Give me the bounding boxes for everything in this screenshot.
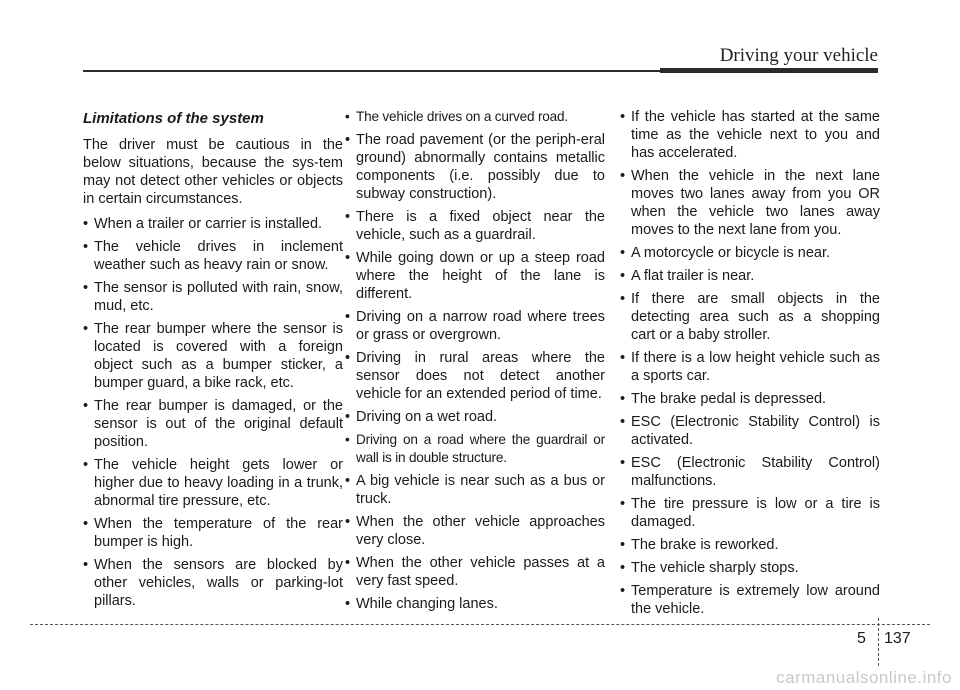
list-item: • The sensor is polluted with rain, snow, mud, etc. <box>83 279 343 315</box>
list-item: • When the vehicle in the next lane moves two lanes away from you OR when the vehicle two lanes away moves to the next lane from you. <box>620 167 880 239</box>
list-item: • The vehicle height gets lower or higher due to heavy loading in a trunk, abnormal tire pressure, etc. <box>83 456 343 510</box>
page-number: 137 <box>884 630 911 647</box>
header-rule <box>83 70 660 72</box>
intro-paragraph: The driver must be cautious in the below situations, because the sys-tem may not detect other vehicles or objects in certain circumstances. <box>83 137 343 207</box>
watermark: carmanualsonline.info <box>776 668 952 687</box>
list-item: • Driving on a narrow road where trees or grass or overgrown. <box>345 308 605 344</box>
list-item: • The vehicle sharply stops. <box>620 559 880 577</box>
list-item: • The vehicle drives on a curved road. <box>345 108 605 126</box>
list-item: • The tire pressure is low or a tire is damaged. <box>620 495 880 531</box>
header-title: Driving your vehicle <box>719 45 878 66</box>
list-item: • If there is a low height vehicle such as a sports car. <box>620 349 880 385</box>
section-number: 5 <box>857 630 866 647</box>
list-item: • When a trailer or carrier is installed. <box>83 215 343 233</box>
list-item: • The brake is reworked. <box>620 536 880 554</box>
list-item: • Driving on a road where the guardrail or wall is in double structure. <box>345 431 605 467</box>
page-number-divider <box>878 618 879 666</box>
list-item: • A flat trailer is near. <box>620 267 880 285</box>
bullet-list-1 <box>83 215 343 610</box>
list-item: • While going down or up a steep road where the height of the lane is different. <box>345 249 605 303</box>
section-title: Limitations of the system <box>83 110 264 127</box>
list-item: • Driving in rural areas where the sensor does not detect another vehicle for an extended period of time. <box>345 349 605 403</box>
list-item: • A motorcycle or bicycle is near. <box>620 244 880 262</box>
column-2 <box>345 110 605 618</box>
list-item: • While changing lanes. <box>345 595 605 613</box>
column-3 <box>620 110 880 623</box>
footer-divider <box>30 624 930 625</box>
list-item: • Temperature is extremely low around the vehicle. <box>620 582 880 618</box>
list-item: • There is a fixed object near the vehicle, such as a guardrail. <box>345 208 605 244</box>
list-item: • ESC (Electronic Stability Control) malfunctions. <box>620 454 880 490</box>
list-item: • When the other vehicle approaches very close. <box>345 513 605 549</box>
list-item: • The brake pedal is depressed. <box>620 390 880 408</box>
list-item: • If there are small objects in the detecting area such as a shopping cart or a baby stroller. <box>620 290 880 344</box>
list-item: • If the vehicle has started at the same time as the vehicle next to you and has accelerated. <box>620 108 880 162</box>
list-item: • When the temperature of the rear bumper is high. <box>83 515 343 551</box>
column-1 <box>83 110 343 615</box>
bullet-list-2 <box>345 108 605 613</box>
list-item: • The road pavement (or the periph-eral ground) abnormally contains metallic components (i.e. possibly due to subway construction). <box>345 131 605 203</box>
header-rule-accent <box>660 68 878 73</box>
list-item: • When the sensors are blocked by other vehicles, walls or parking-lot pillars. <box>83 556 343 610</box>
list-item: • Driving on a wet road. <box>345 408 605 426</box>
list-item: • A big vehicle is near such as a bus or truck. <box>345 472 605 508</box>
list-item: • When the other vehicle passes at a very fast speed. <box>345 554 605 590</box>
bullet-list-3 <box>620 108 880 618</box>
list-item: • ESC (Electronic Stability Control) is activated. <box>620 413 880 449</box>
list-item: • The vehicle drives in inclement weather such as heavy rain or snow. <box>83 238 343 274</box>
list-item: • The rear bumper is damaged, or the sensor is out of the original default position. <box>83 397 343 451</box>
list-item: • The rear bumper where the sensor is located is covered with a foreign object such as a bumper sticker, a bumper guard, a bike rack, etc. <box>83 320 343 392</box>
